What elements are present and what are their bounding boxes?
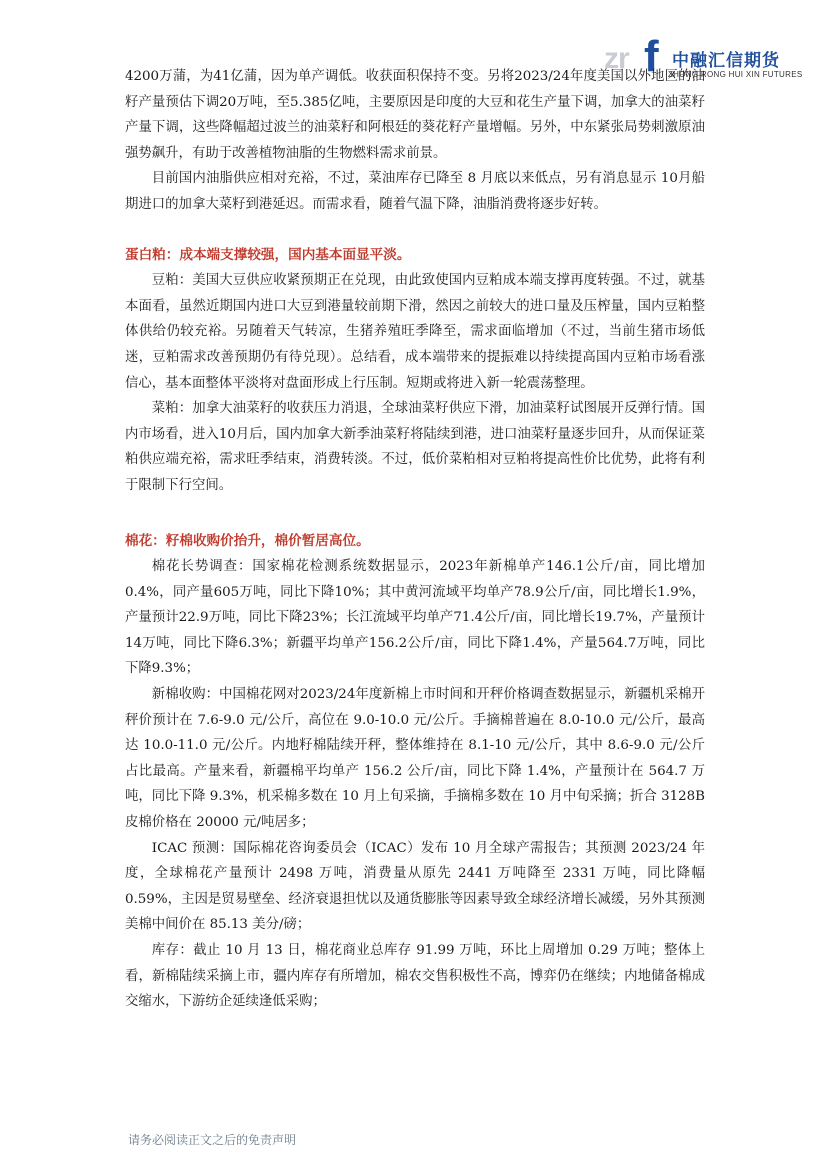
logo-mark: zr — [604, 42, 629, 75]
report-body — [125, 64, 705, 1015]
section-heading-protein-meal: 蛋白粕：成本端支撑较强，国内基本面显平淡。 — [125, 246, 411, 263]
footer-disclaimer: 请务必阅读正文之后的免责声明 — [128, 1133, 297, 1147]
brand-name-cn: 中融汇信期货 — [672, 51, 780, 70]
paragraph-oil-supply: 目前国内油脂供应相对充裕，不过，菜油库存已降至 8 月底以来低点，另有消息显示 10月船期进口的加拿大菜籽到港延迟。而需求看，随着气温下降，油脂消费将逐步好转。 — [125, 171, 705, 212]
paragraph-oilseed-production: 4200万蒲，为41亿蒲，因为单产调低。收获面积保持不变。另将2023/24年度美国以外地区的油籽产量预估下调20万吨，至5.385亿吨，主要原因是印度的大豆和花生产量下调，加拿大的油菜籽产量下调，这些降幅超过波兰的油菜籽和阿根廷的葵花籽产量增幅。另外，中东紧张局势刺激原油强势飙升，有助于改善植物油脂的生物燃料需求前景。 — [125, 69, 705, 161]
section-heading-cotton: 棉花：籽棉收购价抬升，棉价暂居高位。 — [125, 532, 370, 549]
logo-f-glyph: f — [644, 32, 659, 81]
paragraph-cotton-inventory: 库存：截止 10 月 13 日，棉花商业总库存 91.99 万吨，环比上周增加 0.29 万吨；整体上看，新棉陆续采摘上市，疆内库存有所增加，棉农交售积极性不高，博弈仍在继续；内地储备棉成交缩水，下游纺企延续逢低采购； — [125, 943, 705, 1010]
paragraph-rapeseed-meal: 菜粕：加拿大油菜籽的收获压力消退，全球油菜籽供应下滑，加油菜籽试图展开反弹行情。国内市场看，进入10月后，国内加拿大新季油菜籽将陆续到港，进口油菜籽量逐步回升，从而保证菜粕供应端充裕，需求旺季结束，消费转淡。不过，低价菜粕相对豆粕将提高性价比优势，此将有利于限制下行空间。 — [125, 401, 705, 493]
brand-name-en: ZHONG RONG HUI XIN FUTURES — [668, 70, 803, 79]
paragraph-cotton-growth: 棉花长势调查：国家棉花检测系统数据显示，2023年新棉单产146.1公斤/亩，同比增加0.4%，同产量605万吨，同比下降10%；其中黄河流域平均单产78.9公斤/亩，同比增长1.9%，产量预计22.9万吨，同比下降23%；长江流域平均单产71.4公斤/亩，同比增长19.7%，产量预计14万吨，同比下降6.3%；新疆平均单产156.2公斤/亩，同比下降1.4%，产量564.7万吨，同比下降9.3%； — [125, 559, 705, 677]
paragraph-icac-forecast: ICAC 预测：国际棉花咨询委员会（ICAC）发布 10 月全球产需报告；其预测 2023/24 年度，全球棉花产量预计 2498 万吨，消费量从原先 2441 万吨降至 2331 万吨，同比降幅 0.59%，主因是贸易壁垒、经济衰退担忧以及通货膨胀等因素导致全球经济增长减缓，另外其预测美棉中间价在 85.13 美分/磅； — [125, 840, 705, 933]
paragraph-new-cotton-purchase: 新棉收购：中国棉花网对2023/24年度新棉上市时间和开秤价格调查数据显示，新疆机采棉开秤价预计在 7.6-9.0 元/公斤，高位在 9.0-10.0 元/公斤。手摘棉普遍在 8.0-10.0 元/公斤，最高达 10.0-11.0 元/公斤。内地籽棉陆续开秤，整体维持在 8.1-10 元/公斤，其中 8.6-9.0 元/公斤占比最高。产量来看，新疆棉平均单产 156.2 公斤/亩，同比下降 1.4%，产量预计在 564.7 万吨，同比下降 9.3%，机采棉多数在 10 月上旬采摘，手摘棉多数在 10 月中旬采摘；折合 3128B 皮棉价格在 20000 元/吨居多； — [125, 687, 705, 831]
paragraph-soybean-meal: 豆粕：美国大豆供应收紧预期正在兑现，由此致使国内豆粕成本端支撑再度转强。不过，就基本面看，虽然近期国内进口大豆到港量较前期下滑，然因之前较大的进口量及压榨量，国内豆粕整体供给仍较充裕。另随着天气转凉，生猪养殖旺季降至，需求面临增加（不过，当前生猪市场低迷，豆粕需求改善预期仍有待兑现）。总结看，成本端带来的提振难以持续提高国内豆粕市场看涨信心，基本面整体平淡将对盘面形成上行压制。短期或将进入新一轮震荡整理。 — [125, 273, 705, 391]
